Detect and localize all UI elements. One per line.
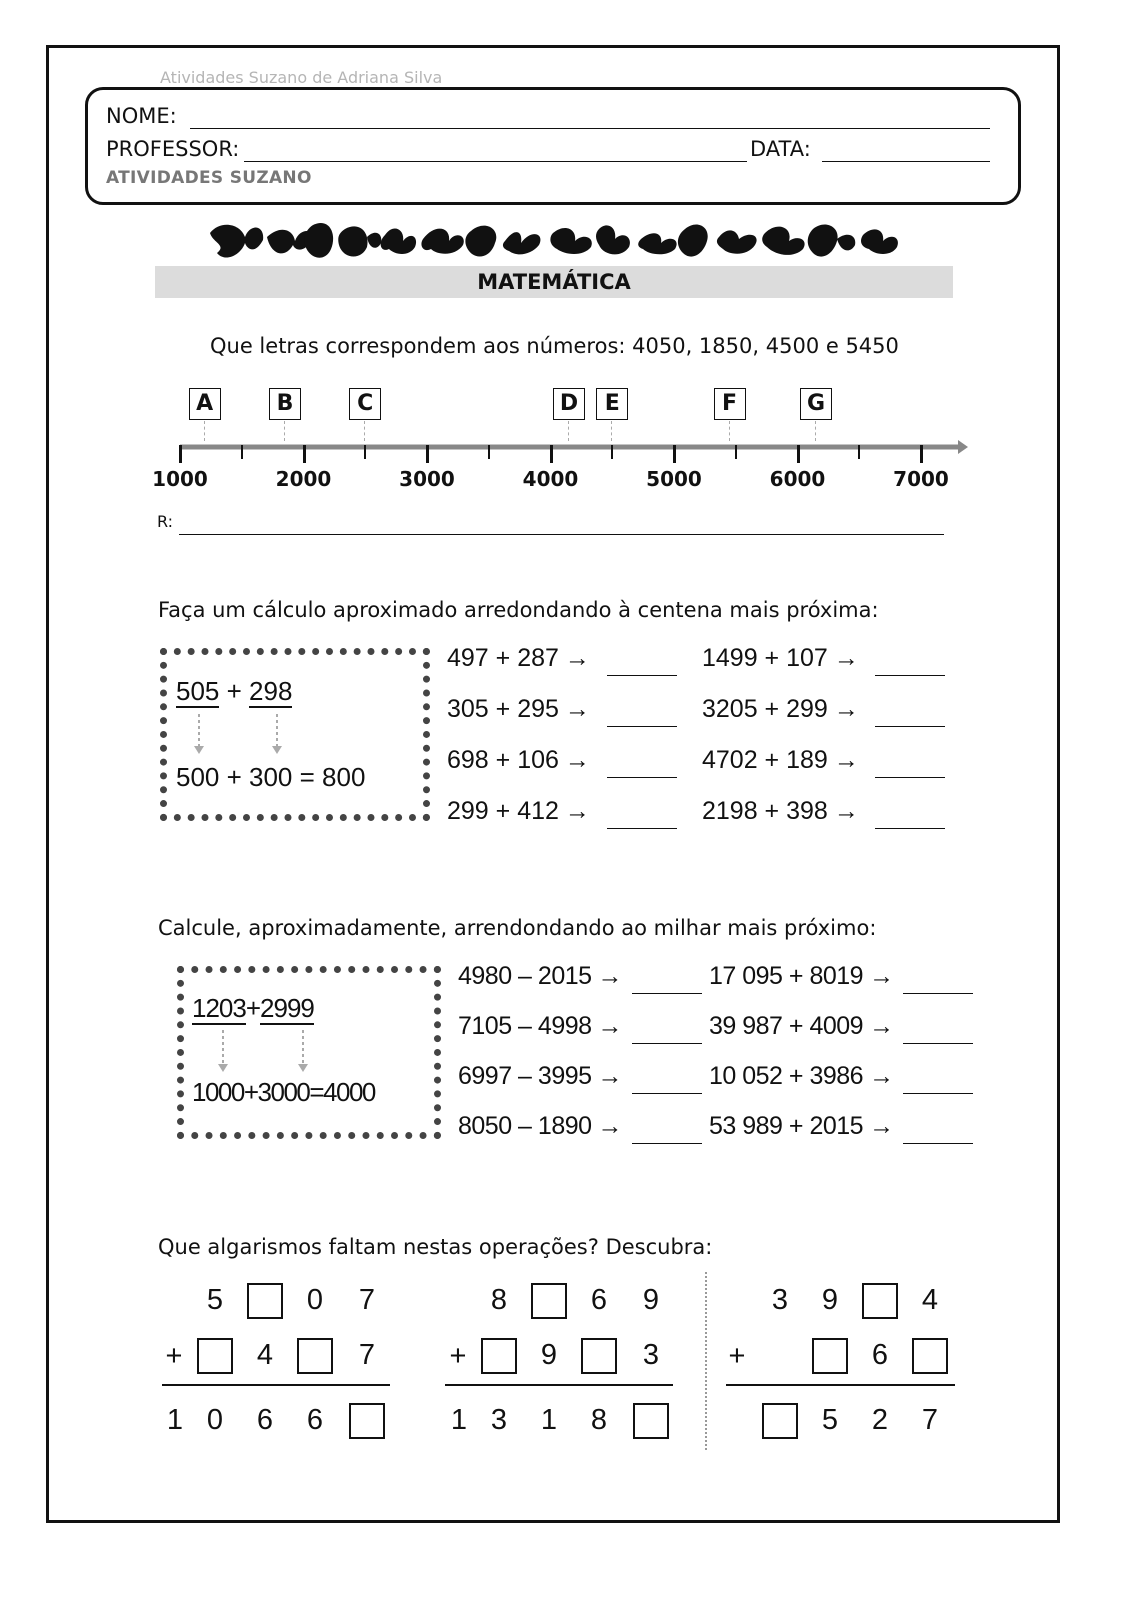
q4-p1-result-digit: 6 [256, 1404, 274, 1436]
number-line-letter-box: E [596, 388, 628, 420]
q2-example-b: 298 [249, 676, 293, 706]
data-label: DATA: [750, 137, 811, 161]
q4-sum-line [726, 1384, 955, 1386]
q2-answer-blank[interactable] [607, 675, 677, 676]
q2-answer-blank[interactable] [875, 828, 945, 829]
q3-arrow-icon: → [869, 1012, 894, 1040]
number-line-minor-tick [488, 445, 490, 459]
q4-p2-result-digit: 8 [590, 1404, 608, 1436]
q2-answer-blank[interactable] [607, 777, 677, 778]
q4-p1-row2-box[interactable] [297, 1338, 333, 1374]
q4-p3-result-box[interactable] [762, 1403, 798, 1439]
q4-p1-row1-digit: 0 [306, 1284, 324, 1316]
q4-p3-row1-digit: 3 [771, 1284, 789, 1316]
number-line-tick [426, 445, 429, 463]
q3-prompt: Calcule, aproximadamente, arrendondando ao milhar mais próximo: [158, 916, 877, 940]
q4-p3-result-digit: 5 [821, 1404, 839, 1436]
q2-operation [447, 797, 590, 826]
q4-p1-row2-digit: 4 [256, 1339, 274, 1371]
q2-operation [702, 695, 859, 724]
q2-operation-text: 2198 + 398 [702, 797, 828, 825]
q4-p3-row1-box[interactable] [862, 1283, 898, 1319]
number-line-tick-label: 2000 [275, 467, 332, 491]
q4-p1-result-digit: 1 [166, 1404, 184, 1436]
q2-arrow-icon: → [564, 644, 590, 672]
q2-answer-blank[interactable] [607, 828, 677, 829]
q3-answer-blank[interactable] [632, 1043, 702, 1044]
q2-operation [702, 797, 859, 826]
q4-p2-row1-digit: 8 [490, 1284, 508, 1316]
q2-answer-blank[interactable] [607, 726, 677, 727]
q4-p2-result-digit: 1 [450, 1404, 468, 1436]
q3-operation [709, 1062, 894, 1091]
number-line-letter-arrow [729, 421, 730, 441]
q3-arrow-icon: → [869, 962, 894, 990]
q3-arrow-icon: → [597, 1062, 623, 1090]
q2-example-sum [176, 676, 292, 707]
number-line-letter-box: C [349, 388, 381, 420]
q3-arrow-icon: → [869, 1062, 894, 1090]
number-line-tick [920, 445, 923, 463]
q2-example-plus: + [226, 676, 242, 706]
q3-operation [458, 962, 622, 991]
nome-label: NOME: [106, 104, 177, 128]
q4-plus-sign: + [728, 1340, 746, 1372]
number-line-tick-label: 5000 [646, 467, 702, 491]
q3-operation-text: 7105 – 4998 [458, 1012, 592, 1040]
q3-example-result: 1000+3000=4000 [192, 1077, 375, 1107]
q2-answer-blank[interactable] [875, 675, 945, 676]
q3-operation [709, 1112, 894, 1141]
q3-example-b: 2999 [260, 993, 314, 1023]
q1-answer-field[interactable] [179, 534, 944, 535]
butterflies-decoration [205, 215, 905, 267]
number-line-letter-box: D [553, 388, 585, 420]
q4-p3-result-digit: 2 [871, 1404, 889, 1436]
q4-p3-row2-box[interactable] [812, 1338, 848, 1374]
q4-p1-result-digit: 0 [206, 1404, 224, 1436]
q2-answer-blank[interactable] [875, 726, 945, 727]
q2-operation-text: 497 + 287 [447, 644, 559, 672]
q3-example-a: 1203 [192, 993, 246, 1023]
q2-arrow-icon: → [833, 746, 859, 774]
q4-p3-row1-digit: 4 [921, 1284, 939, 1316]
q4-plus-sign: + [165, 1340, 183, 1372]
q2-answer-blank[interactable] [875, 777, 945, 778]
q3-answer-blank[interactable] [903, 993, 973, 994]
number-line-minor-tick [364, 445, 366, 459]
q3-answer-blank[interactable] [632, 1143, 702, 1144]
professor-label: PROFESSOR: [106, 137, 240, 161]
q4-sum-line [162, 1384, 390, 1386]
q3-answer-blank[interactable] [903, 1043, 973, 1044]
number-line-letter-box: B [269, 388, 301, 420]
q2-operation [447, 746, 590, 775]
q2-example-result: 500 + 300 = 800 [176, 762, 366, 792]
q2-arrow-icon: → [833, 695, 859, 723]
q3-answer-blank[interactable] [632, 993, 702, 994]
q3-operation [458, 1062, 622, 1091]
q3-operation [458, 1112, 622, 1141]
q4-p3-row2-box[interactable] [912, 1338, 948, 1374]
q4-p2-result-digit: 1 [540, 1404, 558, 1436]
q4-plus-sign: + [449, 1340, 467, 1372]
q3-answer-blank[interactable] [903, 1143, 973, 1144]
number-line-minor-tick [735, 445, 737, 459]
q2-example-a: 505 [176, 676, 220, 706]
q3-example-arrows [205, 1028, 325, 1076]
q3-arrow-icon: → [597, 1112, 623, 1140]
q3-operation-text: 4980 – 2015 [458, 962, 592, 990]
q2-prompt: Faça um cálculo aproximado arredondando à centena mais próxima: [158, 598, 879, 622]
q4-sum-line [445, 1384, 673, 1386]
professor-field[interactable] [244, 161, 747, 162]
q1-answer-label: R: [157, 512, 174, 531]
q2-operation [702, 644, 859, 673]
nome-field[interactable] [190, 128, 990, 129]
q2-operation-text: 4702 + 189 [702, 746, 828, 774]
number-line-letter-arrow [364, 421, 365, 441]
q3-arrow-icon: → [869, 1112, 894, 1140]
q3-operation-text: 6997 – 3995 [458, 1062, 592, 1090]
q3-operation-text: 10 052 + 3986 [709, 1062, 864, 1090]
q2-operation-text: 299 + 412 [447, 797, 559, 825]
number-line-tick-label: 7000 [893, 467, 949, 491]
q3-answer-blank[interactable] [903, 1093, 973, 1094]
q3-operation [458, 1012, 622, 1041]
number-line-tick [673, 445, 676, 463]
number-line-tick-label: 4000 [522, 467, 579, 491]
q3-example-sum [192, 993, 314, 1024]
q2-arrow-icon: → [564, 695, 590, 723]
q4-p2-result-digit: 3 [490, 1404, 508, 1436]
data-field[interactable] [822, 161, 990, 162]
number-line-letter-box: F [714, 388, 746, 420]
subject-title: MATEMÁTICA [155, 266, 953, 298]
q2-operation [447, 644, 590, 673]
number-line-letter-arrow [611, 421, 612, 441]
q4-p2-row2-digit: 9 [540, 1339, 558, 1371]
number-line-tick-label: 6000 [769, 467, 826, 491]
q4-p3-row1-digit: 9 [821, 1284, 839, 1316]
q4-p1-result-box[interactable] [349, 1403, 385, 1439]
number-line-letter-box: A [189, 388, 221, 420]
q2-operation [447, 695, 590, 724]
number-line-minor-tick [611, 445, 613, 459]
q2-operation-text: 305 + 295 [447, 695, 559, 723]
q4-p1-row1-digit: 5 [206, 1284, 224, 1316]
q2-arrow-icon: → [564, 797, 590, 825]
q3-arrow-icon: → [597, 962, 623, 990]
number-line-minor-tick [858, 445, 860, 459]
q3-arrow-icon: → [597, 1012, 623, 1040]
number-line-tick [550, 445, 553, 463]
brand-label: ATIVIDADES SUZANO [106, 168, 312, 188]
q4-p2-row1-box[interactable] [531, 1283, 567, 1319]
q3-operation-text: 39 987 + 4009 [709, 1012, 864, 1040]
number-line-tick-label: 1000 [152, 467, 208, 491]
number-line-minor-tick [241, 445, 243, 459]
q2-arrow-icon: → [564, 746, 590, 774]
number-line-letter-arrow [815, 421, 816, 441]
q3-operation-text: 17 095 + 8019 [709, 962, 864, 990]
q4-p2-result-box[interactable] [633, 1403, 669, 1439]
number-line-letter-arrow [284, 421, 285, 441]
q4-p2-row1-digit: 9 [642, 1284, 660, 1316]
q4-p1-row2-box[interactable] [197, 1338, 233, 1374]
number-line-tick-label: 3000 [399, 467, 455, 491]
q2-example-arrows [185, 712, 295, 756]
q2-arrow-icon: → [833, 797, 859, 825]
number-line-tick [797, 445, 800, 463]
q2-operation-text: 698 + 106 [447, 746, 559, 774]
q2-operation-text: 3205 + 299 [702, 695, 828, 723]
q4-p3-result-digit: 7 [921, 1404, 939, 1436]
q4-p1-row1-box[interactable] [247, 1283, 283, 1319]
q2-operation [702, 746, 859, 775]
q4-p2-row2-box[interactable] [581, 1338, 617, 1374]
q3-operation [709, 962, 894, 991]
q3-operation [709, 1012, 894, 1041]
q4-p1-row2-digit: 7 [358, 1339, 376, 1371]
number-line-letter-arrow [568, 421, 569, 441]
number-line-letter-arrow [204, 421, 205, 441]
q4-p1-result-digit: 6 [306, 1404, 324, 1436]
q4-p1-row1-digit: 7 [358, 1284, 376, 1316]
q3-operation-text: 8050 – 1890 [458, 1112, 592, 1140]
q3-answer-blank[interactable] [632, 1093, 702, 1094]
watermark: Atividades Suzano de Adriana Silva [160, 68, 443, 87]
number-line-tick [179, 445, 182, 463]
q4-divider [705, 1272, 707, 1450]
number-line-tick [303, 445, 306, 463]
q3-operation-text: 53 989 + 2015 [709, 1112, 864, 1140]
q2-arrow-icon: → [833, 644, 859, 672]
q4-p2-row1-digit: 6 [590, 1284, 608, 1316]
q4-p2-row2-box[interactable] [481, 1338, 517, 1374]
q4-prompt: Que algarismos faltam nestas operações? Descubra: [158, 1235, 713, 1259]
q1-prompt: Que letras correspondem aos números: 4050, 1850, 4500 e 5450 [210, 334, 899, 358]
q4-p3-row2-digit: 6 [871, 1339, 889, 1371]
q4-p2-row2-digit: 3 [642, 1339, 660, 1371]
number-line-letter-box: G [800, 388, 832, 420]
q3-example-plus: + [245, 993, 261, 1023]
q2-operation-text: 1499 + 107 [702, 644, 828, 672]
